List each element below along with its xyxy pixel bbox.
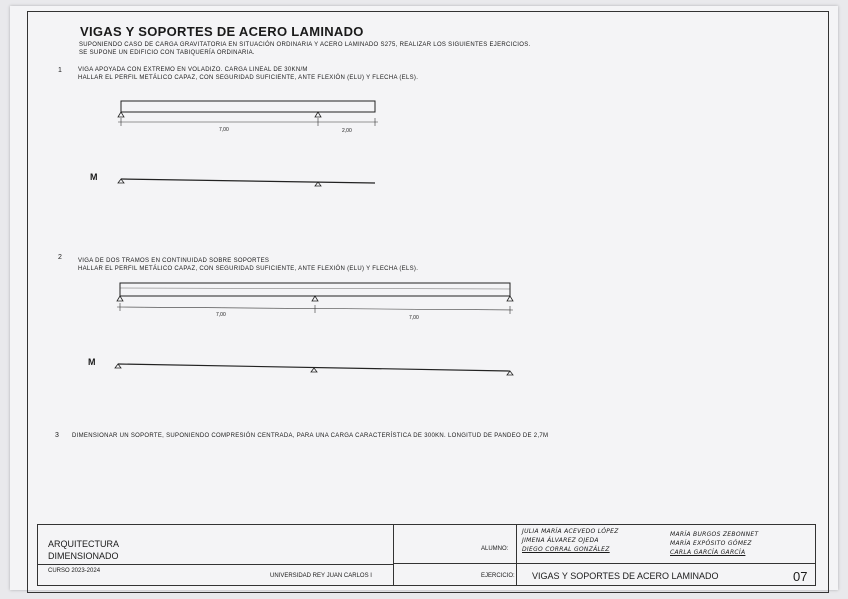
exercise-1-left-support [118, 112, 124, 117]
student-name: CARLA GARCÍA GARCÍA [670, 549, 746, 556]
course-name: ARQUITECTURA [48, 539, 120, 549]
student-name: MARÍA BURGOS ZEBONNET [670, 531, 759, 538]
exercise-2-number: 2 [58, 254, 62, 261]
intro-line-2: SE SUPONE UN EDIFICIO CON TABIQUERÍA ORDINARIA. [79, 50, 255, 56]
exercise-2-moment-label: M [88, 357, 96, 367]
student-name: JIMENA ÁLVAREZ OJEDA [522, 537, 599, 544]
exercise-3-number: 3 [55, 432, 59, 439]
exercise-2-task: HALLAR EL PERFIL METÁLICO CAPAZ, CON SEGURIDAD SUFICIENTE, ANTE FLEXIÓN (ELU) Y FLECHA (ELS). [78, 266, 419, 272]
exercise-2-span-1-dim: 7,00 [216, 312, 226, 318]
exercise-1-beam-diagram [118, 101, 378, 126]
academic-year: CURSO 2023-2024 [48, 568, 101, 574]
exercise-1-number: 1 [58, 67, 62, 74]
exercise-1-beam [121, 101, 375, 112]
exercise-1-span-2-dim: 2,00 [342, 128, 352, 134]
students-label: ALUMNO: [481, 546, 509, 552]
exercise-2-right-support [507, 296, 513, 301]
exercise-2-span-2-dim: 7,00 [409, 315, 419, 321]
student-name: MARÍA EXPÓSITO GÓMEZ [670, 540, 752, 547]
page-title: VIGAS Y SOPORTES DE ACERO LAMINADO [80, 24, 364, 39]
subject-name: DIMENSIONADO [48, 551, 119, 561]
exercise-1-statement: VIGA APOYADA CON EXTREMO EN VOLADIZO. CARGA LINEAL DE 30KN/M [78, 67, 308, 73]
exercise-2-moment-diagram [115, 364, 513, 375]
exercise-2-beam-diagram [117, 283, 513, 314]
exercise-1-span-1-dim: 7,00 [219, 127, 229, 133]
exercise-label: EJERCICIO: [481, 573, 515, 579]
intro-line-1: SUPONIENDO CASO DE CARGA GRAVITATORIA EN SITUACIÓN ORDINARIA Y ACERO LAMINADO S275, REALIZAR LOS SIGUIENTES EJERCICIOS. [79, 42, 531, 48]
student-name: DIEGO CORRAL GONZÁLEZ [522, 546, 610, 553]
exercise-2-mid-support [312, 296, 318, 301]
exercise-title: VIGAS Y SOPORTES DE ACERO LAMINADO [532, 571, 719, 581]
exercise-2-statement: VIGA DE DOS TRAMOS EN CONTINUIDAD SOBRE SOPORTES [78, 258, 270, 264]
sheet-number: 07 [793, 569, 808, 584]
exercise-1-moment-diagram [118, 179, 375, 186]
exercise-3-statement: DIMENSIONAR UN SOPORTE, SUPONIENDO COMPRESIÓN CENTRADA, PARA UNA CARGA CARACTERÍSTICA DE 300KN. LONGITUD DE PANDEO DE 2,7M [72, 433, 549, 439]
exercise-1-moment-axis [121, 179, 375, 183]
student-name: JULIA MARÍA ACEVEDO LÓPEZ [522, 528, 619, 535]
exercise-1-mid-support [315, 112, 321, 117]
exercise-1-moment-label: M [90, 172, 98, 182]
title-block [37, 524, 816, 586]
exercise-2-beam [120, 283, 510, 296]
university-name: UNIVERSIDAD REY JUAN CARLOS I [270, 573, 372, 579]
exercise-2-left-support [117, 296, 123, 301]
exercise-1-task: HALLAR EL PERFIL METÁLICO CAPAZ, CON SEGURIDAD SUFICIENTE, ANTE FLEXIÓN (ELU) Y FLECHA (ELS). [78, 75, 419, 81]
